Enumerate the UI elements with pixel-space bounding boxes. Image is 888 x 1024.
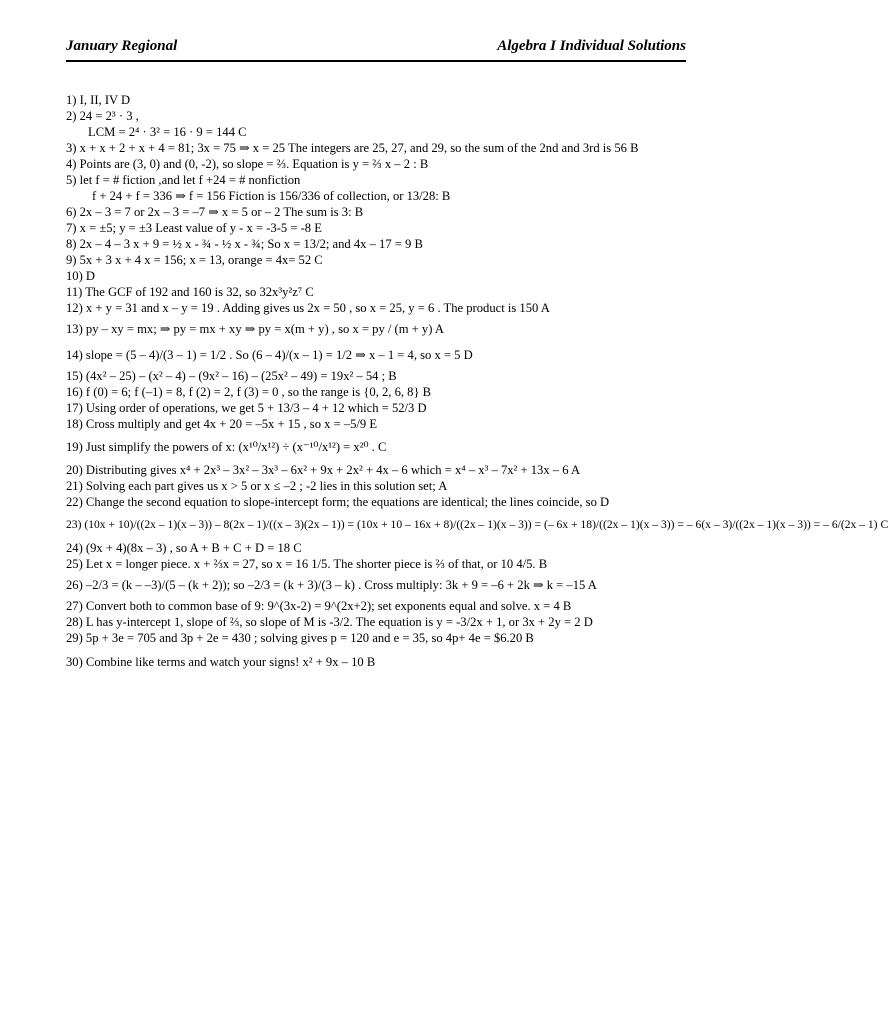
solution-26: 26) –2/3 = (k – –3)/(5 – (k + 2)); so –2/3 = (k + 3)/(3 – k) . Cross multiply: 3k + 9 = –6 + 2k ⇒ k = –15 A — [66, 578, 597, 592]
solution-27: 27) Convert both to common base of 9: 9^(3x-2) = 9^(2x+2); set exponents equal and solve. x = 4 B — [66, 599, 572, 613]
solution-5-cont: f + 24 + f = 336 ⇒ f = 156 Fiction is 156/336 of collection, or 13/28: B — [92, 189, 451, 203]
solution-3: 3) x + x + 2 + x + 4 = 81; 3x = 75 ⇒ x = 25 The integers are 25, 27, and 29, so the sum of the 2nd and 3rd is 56 B — [66, 141, 639, 155]
solution-23: 23) (10x + 10)/((2x – 1)(x – 3)) – 8(2x – 1)/((x – 3)(2x – 1)) = (10x + 10 – 16x + 8)/((2x – 1)(x – 3)) = (– 6x + 18)/((2x – 1)(x – 3)) = – 6(x – 3)/((2x – 1)(x – 3)) = – 6/(2x – 1) C — [66, 518, 888, 531]
solution-1: 1) I, II, IV D — [66, 93, 131, 107]
solutions-list — [66, 92, 888, 670]
solution-14: 14) slope = (5 – 4)/(3 – 1) = 1/2 . So (6 – 4)/(x – 1) = 1/2 ⇒ x – 1 = 4, so x = 5 D — [66, 348, 473, 362]
solution-4: 4) Points are (3, 0) and (0, -2), so slope = ⅔. Equation is y = ⅔ x – 2 : B — [66, 157, 429, 171]
solution-13: 13) py – xy = mx; ⇒ py = mx + xy ⇒ py = x(m + y) , so x = py / (m + y) A — [66, 322, 444, 336]
header-left: January Regional — [66, 38, 178, 54]
solution-7: 7) x = ±5; y = ±3 Least value of y - x = -3-5 = -8 E — [66, 221, 322, 235]
solution-5: 5) let f = # fiction ,and let f +24 = # nonfiction — [66, 173, 301, 187]
solution-9: 9) 5x + 3 x + 4 x = 156; x = 13, orange = 4x= 52 C — [66, 253, 323, 267]
solution-12: 12) x + y = 31 and x – y = 19 . Adding gives us 2x = 50 , so x = 25, y = 6 . The product is 150 A — [66, 301, 550, 315]
header-right: Algebra I Individual Solutions — [497, 38, 686, 54]
solution-24: 24) (9x + 4)(8x – 3) , so A + B + C + D = 18 C — [66, 541, 302, 555]
solution-18: 18) Cross multiply and get 4x + 20 = –5x + 15 , so x = –5/9 E — [66, 417, 378, 431]
solution-2-cont: LCM = 2⁴ · 3² = 16 · 9 = 144 C — [88, 125, 247, 139]
solution-6: 6) 2x – 3 = 7 or 2x – 3 = –7 ⇒ x = 5 or – 2 The sum is 3: B — [66, 205, 364, 219]
solution-2: 2) 24 = 2³ · 3 , — [66, 109, 139, 123]
solution-25: 25) Let x = longer piece. x + ⅔x = 27, so x = 16 1/5. The shorter piece is ⅔ of that, or 10 4/5. B — [66, 557, 548, 571]
solution-29: 29) 5p + 3e = 705 and 3p + 2e = 430 ; solving gives p = 120 and e = 35, so 4p+ 4e = $6.20 B — [66, 631, 534, 645]
solution-30: 30) Combine like terms and watch your signs! x² + 9x – 10 B — [66, 655, 376, 669]
solution-21: 21) Solving each part gives us x > 5 or x ≤ –2 ; -2 lies in this solution set; A — [66, 479, 448, 493]
solution-11: 11) The GCF of 192 and 160 is 32, so 32x³y²z⁷ C — [66, 285, 314, 299]
solution-17: 17) Using order of operations, we get 5 + 13/3 – 4 + 12 which = 52/3 D — [66, 401, 427, 415]
spacer — [66, 646, 706, 654]
solution-19: 19) Just simplify the powers of x: (x¹⁰/x¹²) ÷ (x⁻¹⁰/x¹²) = x²⁰ . C — [66, 440, 387, 454]
solution-28: 28) L has y-intercept 1, slope of ⅔, so slope of M is -3/2. The equation is y = -3/2x + 1, or 3x + 2y = 2 D — [66, 615, 593, 629]
solution-16: 16) f (0) = 6; f (–1) = 8, f (2) = 2, f (3) = 0 , so the range is {0, 2, 6, 8} B — [66, 385, 432, 399]
solution-8: 8) 2x – 4 – 3 x + 9 = ½ x - ¾ - ½ x - ¾; So x = 13/2; and 4x – 17 = 9 B — [66, 237, 423, 251]
solution-15: 15) (4x² – 25) – (x² – 4) – (9x² – 16) – (25x² – 49) = 19x² – 54 ; B — [66, 369, 397, 383]
solution-10: 10) D — [66, 269, 96, 283]
page-header — [66, 38, 686, 62]
solution-22: 22) Change the second equation to slope-intercept form; the equations are identical; the lines coincide, so D — [66, 495, 610, 509]
solution-20: 20) Distributing gives x⁴ + 2x³ – 3x² – 3x³ – 6x² + 9x + 2x² + 4x – 6 which = x⁴ – x³ – 7x² + 13x – 6 A — [66, 463, 581, 477]
